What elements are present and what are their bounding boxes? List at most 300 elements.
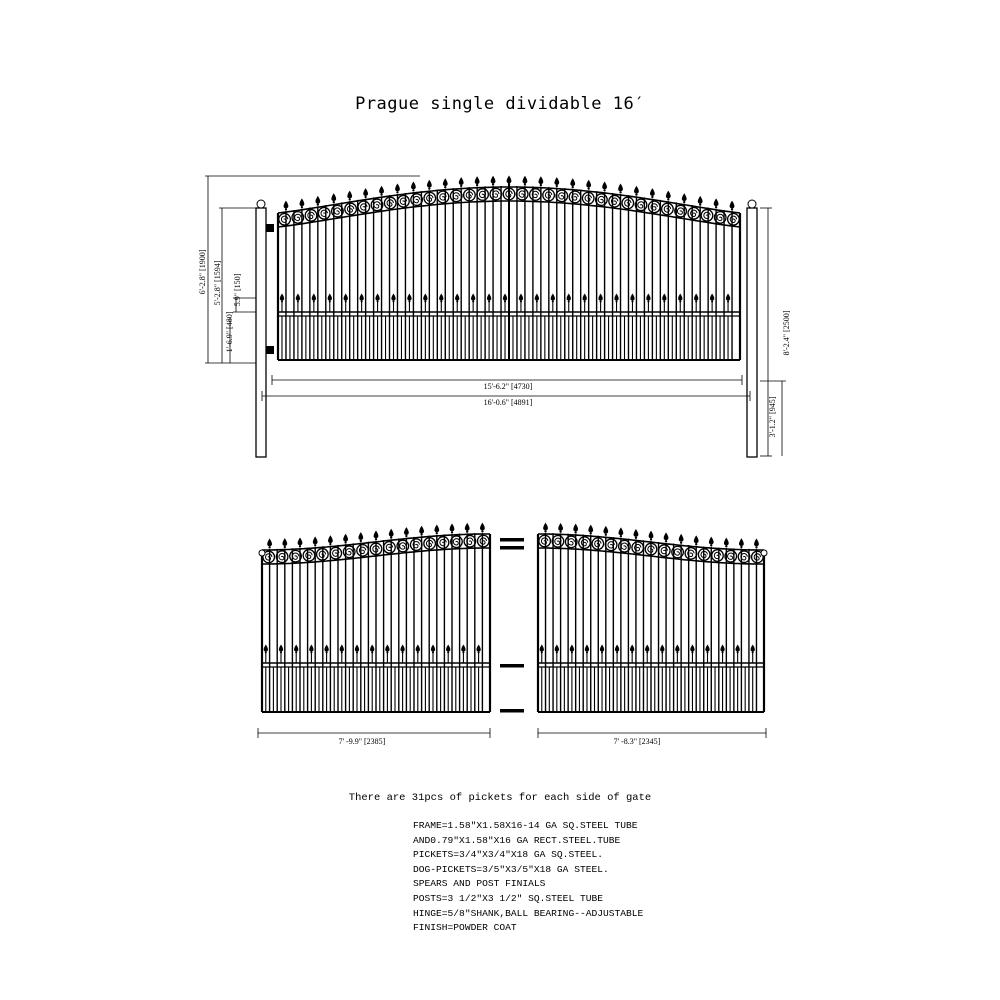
finial-ball [683, 201, 685, 203]
spear-finial [634, 186, 639, 194]
spear-finial [649, 531, 654, 539]
spear-finial [540, 644, 544, 651]
finial-ball [722, 651, 724, 653]
spear-finial [583, 293, 587, 300]
finial-ball [680, 542, 682, 544]
finial-ball [314, 544, 316, 546]
spear-finial [554, 177, 559, 185]
finial-ball [541, 651, 543, 653]
spear-finial [555, 644, 559, 651]
scroll-curl [714, 552, 720, 558]
spear-finial [694, 535, 699, 543]
scroll-curl [400, 543, 406, 549]
finial-ball [695, 300, 697, 302]
finial-ball [737, 651, 739, 653]
spear-finial [264, 644, 268, 651]
finial-ball [691, 651, 693, 653]
spear-finial [602, 182, 607, 190]
finial-ball [402, 651, 404, 653]
scroll-curl [581, 539, 587, 545]
scroll-curl [728, 553, 734, 559]
finial-ball [552, 300, 554, 302]
spear-finial [282, 538, 287, 546]
dim-lower-height: 1'-6.9" [480] [225, 311, 234, 353]
scroll-curl [541, 538, 547, 544]
scroll-curl [453, 539, 459, 545]
right-gate-leaf [538, 523, 767, 712]
spec-finish: FINISH=POWDER COAT [413, 922, 517, 934]
spear-finial [694, 293, 698, 300]
spear-finial [487, 293, 491, 300]
finial-ball [706, 651, 708, 653]
finial-ball [345, 300, 347, 302]
spear-finial [439, 293, 443, 300]
finial-ball [615, 300, 617, 302]
finial-ball [440, 300, 442, 302]
picket-count-note: There are 31pcs of pickets for each side of gate [348, 792, 652, 804]
dim-gate-width: 15'-6.2" [4730] [483, 382, 533, 391]
spear-finial [519, 293, 523, 300]
finial-ball [603, 189, 605, 191]
finial-ball [390, 536, 392, 538]
scroll-curl [306, 552, 312, 558]
dim-rail-offset: 5.9" [150] [233, 273, 242, 307]
spec-hinge: HINGE=5/8"SHANK,BALL BEARING--ADJUSTABLE [413, 907, 644, 919]
finial-ball [575, 531, 577, 533]
scroll-curl [598, 196, 604, 202]
spear-finial [279, 644, 283, 651]
spear-finial [434, 524, 439, 532]
scroll-curl [292, 553, 298, 559]
finial-ball [504, 300, 506, 302]
finial-ball [584, 300, 586, 302]
spear-finial [570, 178, 575, 186]
spear-finial [455, 293, 459, 300]
finial-ball [472, 300, 474, 302]
finial-ball [588, 187, 590, 189]
latch-bar [500, 538, 524, 542]
finial-ball [536, 300, 538, 302]
spear-finial [664, 532, 669, 540]
spear-finial [385, 644, 389, 651]
finial-ball [572, 186, 574, 188]
finial-ball [432, 651, 434, 653]
spear-finial [724, 538, 729, 546]
finial-ball [285, 208, 287, 210]
finial-ball [667, 198, 669, 200]
spear-finial [391, 293, 395, 300]
spear-finial [751, 644, 755, 651]
spear-finial [650, 188, 655, 196]
spear-finial [331, 193, 336, 201]
finial-ball [601, 651, 603, 653]
finial-ball [417, 651, 419, 653]
spear-finial [309, 644, 313, 651]
scroll-curl [308, 212, 314, 218]
post-cap [257, 200, 265, 208]
finial-ball [297, 300, 299, 302]
finial-ball [740, 546, 742, 548]
finial-ball [396, 191, 398, 193]
spear-finial [411, 182, 416, 190]
spear-finial [315, 196, 320, 204]
hinge [266, 346, 274, 354]
finial-ball [268, 546, 270, 548]
finial-ball [444, 186, 446, 188]
finial-ball [556, 651, 558, 653]
left-post [256, 208, 266, 457]
finial-ball [436, 532, 438, 534]
spear-finial [267, 539, 272, 547]
scroll-curl [674, 549, 680, 555]
spear-finial [586, 180, 591, 188]
spear-finial [618, 527, 623, 535]
scroll-curl [334, 208, 340, 214]
scroll-curl [347, 206, 353, 212]
spear-finial [355, 644, 359, 651]
finial-ball [447, 651, 449, 653]
spear-finial [714, 198, 719, 206]
finial-ball [349, 198, 351, 200]
spear-finial [404, 527, 409, 535]
scroll-curl [704, 212, 710, 218]
finial-ball [619, 191, 621, 193]
spear-finial [471, 293, 475, 300]
spear-finial [645, 644, 649, 651]
spec-frame-rect: AND0.79"X1.58"X16 GA RECT.STEEL.TUBE [413, 834, 621, 846]
spear-finial [480, 523, 485, 531]
finial-ball [420, 533, 422, 535]
spear-finial [446, 644, 450, 651]
spear-finial [739, 538, 744, 546]
spear-finial [682, 193, 687, 201]
scroll-curl [480, 538, 486, 544]
finial-ball [616, 651, 618, 653]
spear-finial [300, 198, 305, 206]
spec-pickets: PICKETS=3/4"X3/4"X18 GA SQ.STEEL. [413, 849, 603, 861]
full-gate-elevation [256, 176, 757, 457]
spear-finial [690, 644, 694, 651]
finial-ball [663, 300, 665, 302]
finial-ball [605, 534, 607, 536]
spear-finial [615, 644, 619, 651]
spear-finial [407, 293, 411, 300]
finial-ball [377, 300, 379, 302]
finial-ball [590, 532, 592, 534]
spec-list [413, 819, 643, 936]
spear-finial [375, 293, 379, 300]
finial-ball [665, 540, 667, 542]
scroll-curl [453, 193, 459, 199]
finial-ball [524, 183, 526, 185]
spear-finial [535, 293, 539, 300]
scroll-curl [281, 216, 287, 222]
spear-finial [600, 644, 604, 651]
finial-ball [408, 300, 410, 302]
spear-finial [679, 534, 684, 542]
post-cap [748, 200, 756, 208]
finial-ball [646, 651, 648, 653]
finial-ball [405, 535, 407, 537]
finial-ball [284, 546, 286, 548]
spear-finial [730, 201, 735, 209]
finial-ball [460, 185, 462, 187]
scroll-curl [621, 543, 627, 549]
latch-bar [500, 709, 524, 713]
latch-bar [500, 546, 524, 550]
scroll-curl [440, 539, 446, 545]
latch-bar [500, 664, 524, 668]
finial-ball [676, 651, 678, 653]
spear-finial [363, 188, 368, 196]
finial-ball [731, 208, 733, 210]
finial-ball [375, 538, 377, 540]
spear-finial [491, 176, 496, 184]
spear-finial [431, 644, 435, 651]
post-cap [761, 550, 767, 556]
spear-finial [666, 191, 671, 199]
finial-ball [725, 545, 727, 547]
spear-finial [280, 293, 284, 300]
spec-dog-pickets: DOG-PICKETS=3/5"X3/5"X18 GA STEEL. [413, 863, 609, 875]
finial-ball [326, 651, 328, 653]
finial-ball [451, 531, 453, 533]
finial-ball [647, 300, 649, 302]
finial-ball [571, 651, 573, 653]
finial-ball [699, 204, 701, 206]
spear-finial [585, 644, 589, 651]
spear-finial [503, 293, 507, 300]
finial-ball [631, 300, 633, 302]
dim-post-height: 8'-2.4" [2500] [782, 310, 791, 356]
dim-post-embed: 3'-1.2" [945] [768, 396, 777, 438]
scroll-curl [266, 554, 272, 560]
scroll-curl [677, 208, 683, 214]
spear-finial [573, 524, 578, 532]
spear-finial [298, 537, 303, 545]
spear-finial [359, 293, 363, 300]
finial-ball [424, 300, 426, 302]
finial-ball [313, 300, 315, 302]
spear-finial [698, 196, 703, 204]
finial-ball [281, 300, 283, 302]
finial-ball [755, 546, 757, 548]
finial-ball [710, 544, 712, 546]
finial-ball [556, 185, 558, 187]
left-gate-leaf [259, 523, 524, 713]
finial-ball [317, 204, 319, 206]
finial-ball [727, 300, 729, 302]
spear-finial [395, 184, 400, 192]
spear-finial [614, 293, 618, 300]
spear-finial [443, 178, 448, 186]
spear-finial [558, 523, 563, 531]
finial-ball [635, 537, 637, 539]
scroll-curl [568, 539, 574, 545]
spear-finial [358, 532, 363, 540]
spear-finial [296, 293, 300, 300]
finial-ball [620, 535, 622, 537]
spear-finial [646, 293, 650, 300]
dim-overall-width: 16'-0.6" [4891] [483, 398, 533, 407]
finial-ball [488, 300, 490, 302]
finial-ball [265, 651, 267, 653]
spear-finial [523, 176, 528, 184]
dim-total-height: 6'-2.8" [1900] [198, 249, 207, 295]
spec-frame: FRAME=1.58"X1.58X16-14 GA SQ.STEEL TUBE [413, 820, 638, 831]
spear-finial [427, 180, 432, 188]
finial-ball [544, 530, 546, 532]
finial-ball [752, 651, 754, 653]
finial-ball [344, 541, 346, 543]
spear-finial [570, 644, 574, 651]
spear-finial [340, 644, 344, 651]
spear-finial [634, 529, 639, 537]
spear-finial [705, 644, 709, 651]
spear-finial [726, 293, 730, 300]
finial-ball [492, 183, 494, 185]
scroll-curl [559, 193, 565, 199]
finial-ball [280, 651, 282, 653]
finial-ball [520, 300, 522, 302]
finial-ball [476, 184, 478, 186]
finial-ball [715, 206, 717, 208]
finial-ball [481, 530, 483, 532]
finial-ball [559, 531, 561, 533]
spear-finial [662, 293, 666, 300]
finial-ball [392, 300, 394, 302]
spear-finial [709, 537, 714, 545]
spear-finial [567, 293, 571, 300]
finial-ball [333, 201, 335, 203]
spear-finial [416, 644, 420, 651]
spear-finial [312, 293, 316, 300]
finial-ball [428, 187, 430, 189]
post-cap [259, 550, 265, 556]
finial-ball [412, 189, 414, 191]
spear-finial [618, 184, 623, 192]
finial-ball [301, 206, 303, 208]
finial-ball [651, 196, 653, 198]
spear-finial [598, 293, 602, 300]
spear-finial [379, 186, 384, 194]
spear-finial [344, 293, 348, 300]
spear-finial [423, 293, 427, 300]
scroll-curl [638, 202, 644, 208]
spear-finial [660, 644, 664, 651]
spear-finial [588, 525, 593, 533]
spear-finial [370, 644, 374, 651]
scroll-curl [413, 196, 419, 202]
spear-finial [754, 539, 759, 547]
spear-finial [328, 293, 332, 300]
drawing-title: Prague single dividable 16′ [355, 94, 645, 114]
spear-finial [294, 644, 298, 651]
finial-ball [364, 196, 366, 198]
dim-left-width: 7' -9.9" [2385] [338, 737, 386, 746]
finial-ball [695, 543, 697, 545]
finial-ball [329, 543, 331, 545]
finial-ball [650, 538, 652, 540]
scroll-curl [374, 202, 380, 208]
spear-finial [313, 536, 318, 544]
spear-finial [675, 644, 679, 651]
finial-ball [360, 540, 362, 542]
spear-finial [347, 191, 352, 199]
spear-finial [551, 293, 555, 300]
dim-right-width: 7' -8.3" [2345] [613, 737, 661, 746]
finial-ball [295, 651, 297, 653]
spear-finial [538, 176, 543, 184]
finial-ball [299, 545, 301, 547]
spear-finial [374, 530, 379, 538]
finial-ball [466, 531, 468, 533]
spear-finial [419, 526, 424, 534]
spear-finial [735, 644, 739, 651]
spear-finial [450, 524, 455, 532]
finial-ball [341, 651, 343, 653]
spec-posts: POSTS=3 1/2"X3 1/2" SQ.STEEL TUBE [413, 892, 603, 904]
scroll-curl [664, 206, 670, 212]
finial-ball [361, 300, 363, 302]
spear-finial [710, 293, 714, 300]
hinge [266, 224, 274, 232]
finial-ball [310, 651, 312, 653]
finial-ball [371, 651, 373, 653]
finial-ball [356, 651, 358, 653]
finial-ball [600, 300, 602, 302]
spear-finial [630, 293, 634, 300]
spear-finial [475, 176, 480, 184]
spec-finials: SPEARS AND POST FINIALS [413, 878, 546, 890]
spear-finial [678, 293, 682, 300]
finial-ball [462, 651, 464, 653]
spear-finial [476, 644, 480, 651]
spear-finial [465, 523, 470, 531]
finial-ball [456, 300, 458, 302]
finial-ball [380, 193, 382, 195]
spear-finial [459, 177, 464, 185]
finial-ball [478, 651, 480, 653]
finial-ball [568, 300, 570, 302]
spear-finial [324, 644, 328, 651]
finial-ball [540, 184, 542, 186]
scroll-curl [754, 554, 760, 560]
spear-finial [543, 523, 548, 531]
scroll-curl [346, 549, 352, 555]
scroll-curl [717, 214, 723, 220]
spear-finial [328, 535, 333, 543]
dim-frame-height: 5'-2.8" [1594] [213, 260, 222, 306]
spear-finial [720, 644, 724, 651]
finial-ball [329, 300, 331, 302]
spear-finial [603, 526, 608, 534]
finial-ball [386, 651, 388, 653]
scroll-curl [730, 216, 736, 222]
spear-finial [284, 201, 289, 209]
spear-finial [461, 644, 465, 651]
right-post [747, 208, 757, 457]
spear-finial [343, 534, 348, 542]
spear-finial [630, 644, 634, 651]
spear-finial [400, 644, 404, 651]
spear-finial [389, 529, 394, 537]
finial-ball [711, 300, 713, 302]
finial-ball [661, 651, 663, 653]
finial-ball [679, 300, 681, 302]
finial-ball [586, 651, 588, 653]
scroll-curl [295, 214, 301, 220]
